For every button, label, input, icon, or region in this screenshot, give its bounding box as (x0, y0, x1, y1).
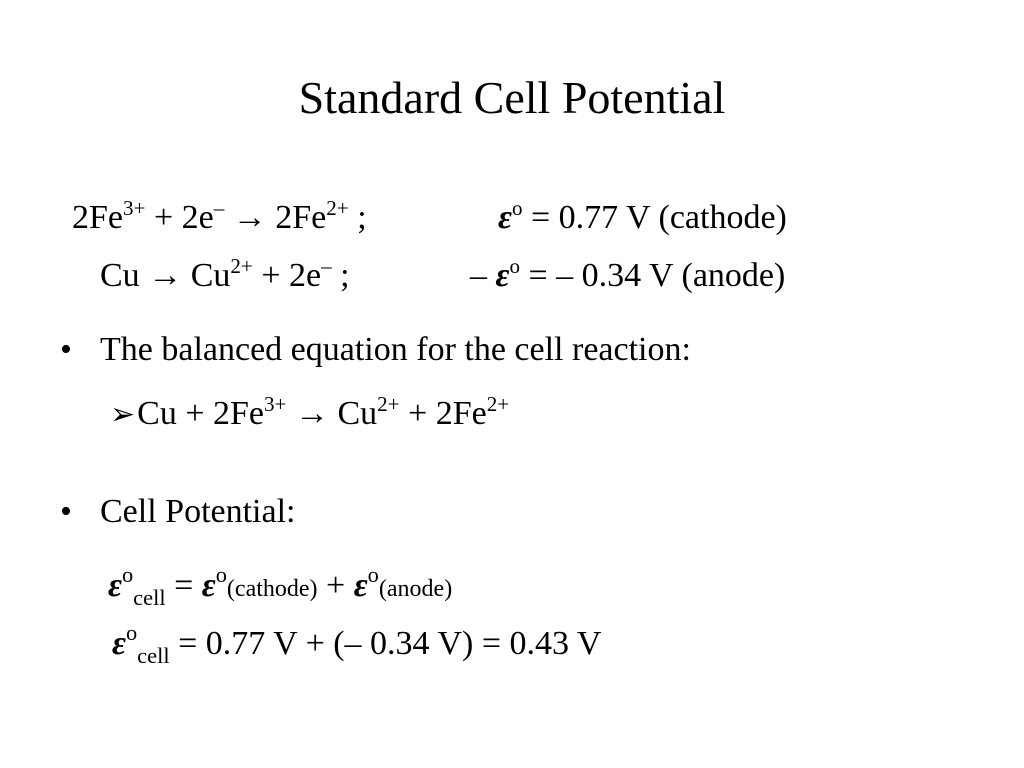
reaction-arrow: → (139, 257, 191, 294)
bullet-dot: • (60, 331, 72, 368)
cathode-right: 2Fe (275, 199, 327, 236)
balanced-equation-label: The balanced equation for the cell reaction: (100, 331, 691, 368)
standard-superscript: o (121, 562, 134, 588)
anode-reaction (100, 253, 350, 296)
cathode-value: = 0.77 V (cathode) (522, 199, 787, 236)
cathode-semicolon: ; (348, 199, 367, 236)
arrowhead-bullet-icon: ➢ (110, 398, 136, 431)
product-copper: Cu (337, 395, 378, 432)
standard-superscript: o (367, 562, 379, 588)
anode-electron-charge: – (321, 253, 332, 278)
reaction-arrow: → (286, 395, 338, 432)
anode-left: Cu (100, 257, 140, 294)
epsilon-symbol: ε (108, 567, 122, 604)
product-iron-charge: 2+ (486, 391, 510, 416)
product-iron: + 2Fe (399, 395, 487, 432)
standard-superscript: o (511, 195, 523, 220)
cathode-right-charge: 2+ (326, 195, 349, 220)
bullet-dot: • (60, 493, 72, 530)
anode-value: = – 0.34 V (anode) (520, 257, 786, 294)
cathode-subscript: (cathode) (226, 576, 318, 602)
epsilon-symbol: ε (201, 567, 216, 604)
result-value: = 0.77 V + (– 0.34 V) = 0.43 V (169, 625, 602, 662)
cathode-electron-charge: – (213, 195, 225, 220)
cathode-left-charge: 3+ (123, 195, 146, 220)
epsilon-symbol: ε (353, 567, 368, 604)
cell-potential-result (112, 620, 602, 669)
anode-electrons: + 2e (252, 257, 322, 294)
cathode-reaction (72, 195, 367, 238)
epsilon-symbol: ε (498, 199, 512, 236)
anode-right-charge: 2+ (230, 253, 253, 278)
reactant-charge: 3+ (264, 391, 287, 416)
reaction-arrow: → (224, 199, 276, 236)
equals-sign: = (165, 567, 202, 604)
epsilon-symbol: ε (495, 257, 510, 294)
cell-subscript: cell (133, 585, 166, 611)
anode-right: Cu (190, 257, 231, 294)
standard-superscript: o (125, 620, 138, 646)
cell-subscript: cell (137, 643, 170, 669)
product-copper-charge: 2+ (377, 391, 400, 416)
standard-superscript: o (215, 562, 227, 588)
plus-sign: + (317, 567, 354, 604)
cathode-electrons: + 2e (145, 199, 214, 236)
cathode-potential (498, 195, 787, 238)
anode-semicolon: ; (331, 257, 350, 294)
standard-superscript: o (509, 253, 520, 278)
anode-minus: – (470, 257, 496, 294)
balanced-equation (110, 391, 510, 435)
slide-title: Standard Cell Potential (298, 72, 726, 123)
anode-subscript: (anode) (378, 576, 453, 602)
cell-potential-label: Cell Potential: (100, 493, 296, 530)
cathode-left: 2Fe (72, 199, 123, 236)
cell-potential-formula (108, 562, 453, 611)
balanced-reactants: Cu + 2Fe (137, 395, 264, 432)
anode-potential (470, 253, 786, 296)
epsilon-symbol: ε (112, 625, 126, 662)
